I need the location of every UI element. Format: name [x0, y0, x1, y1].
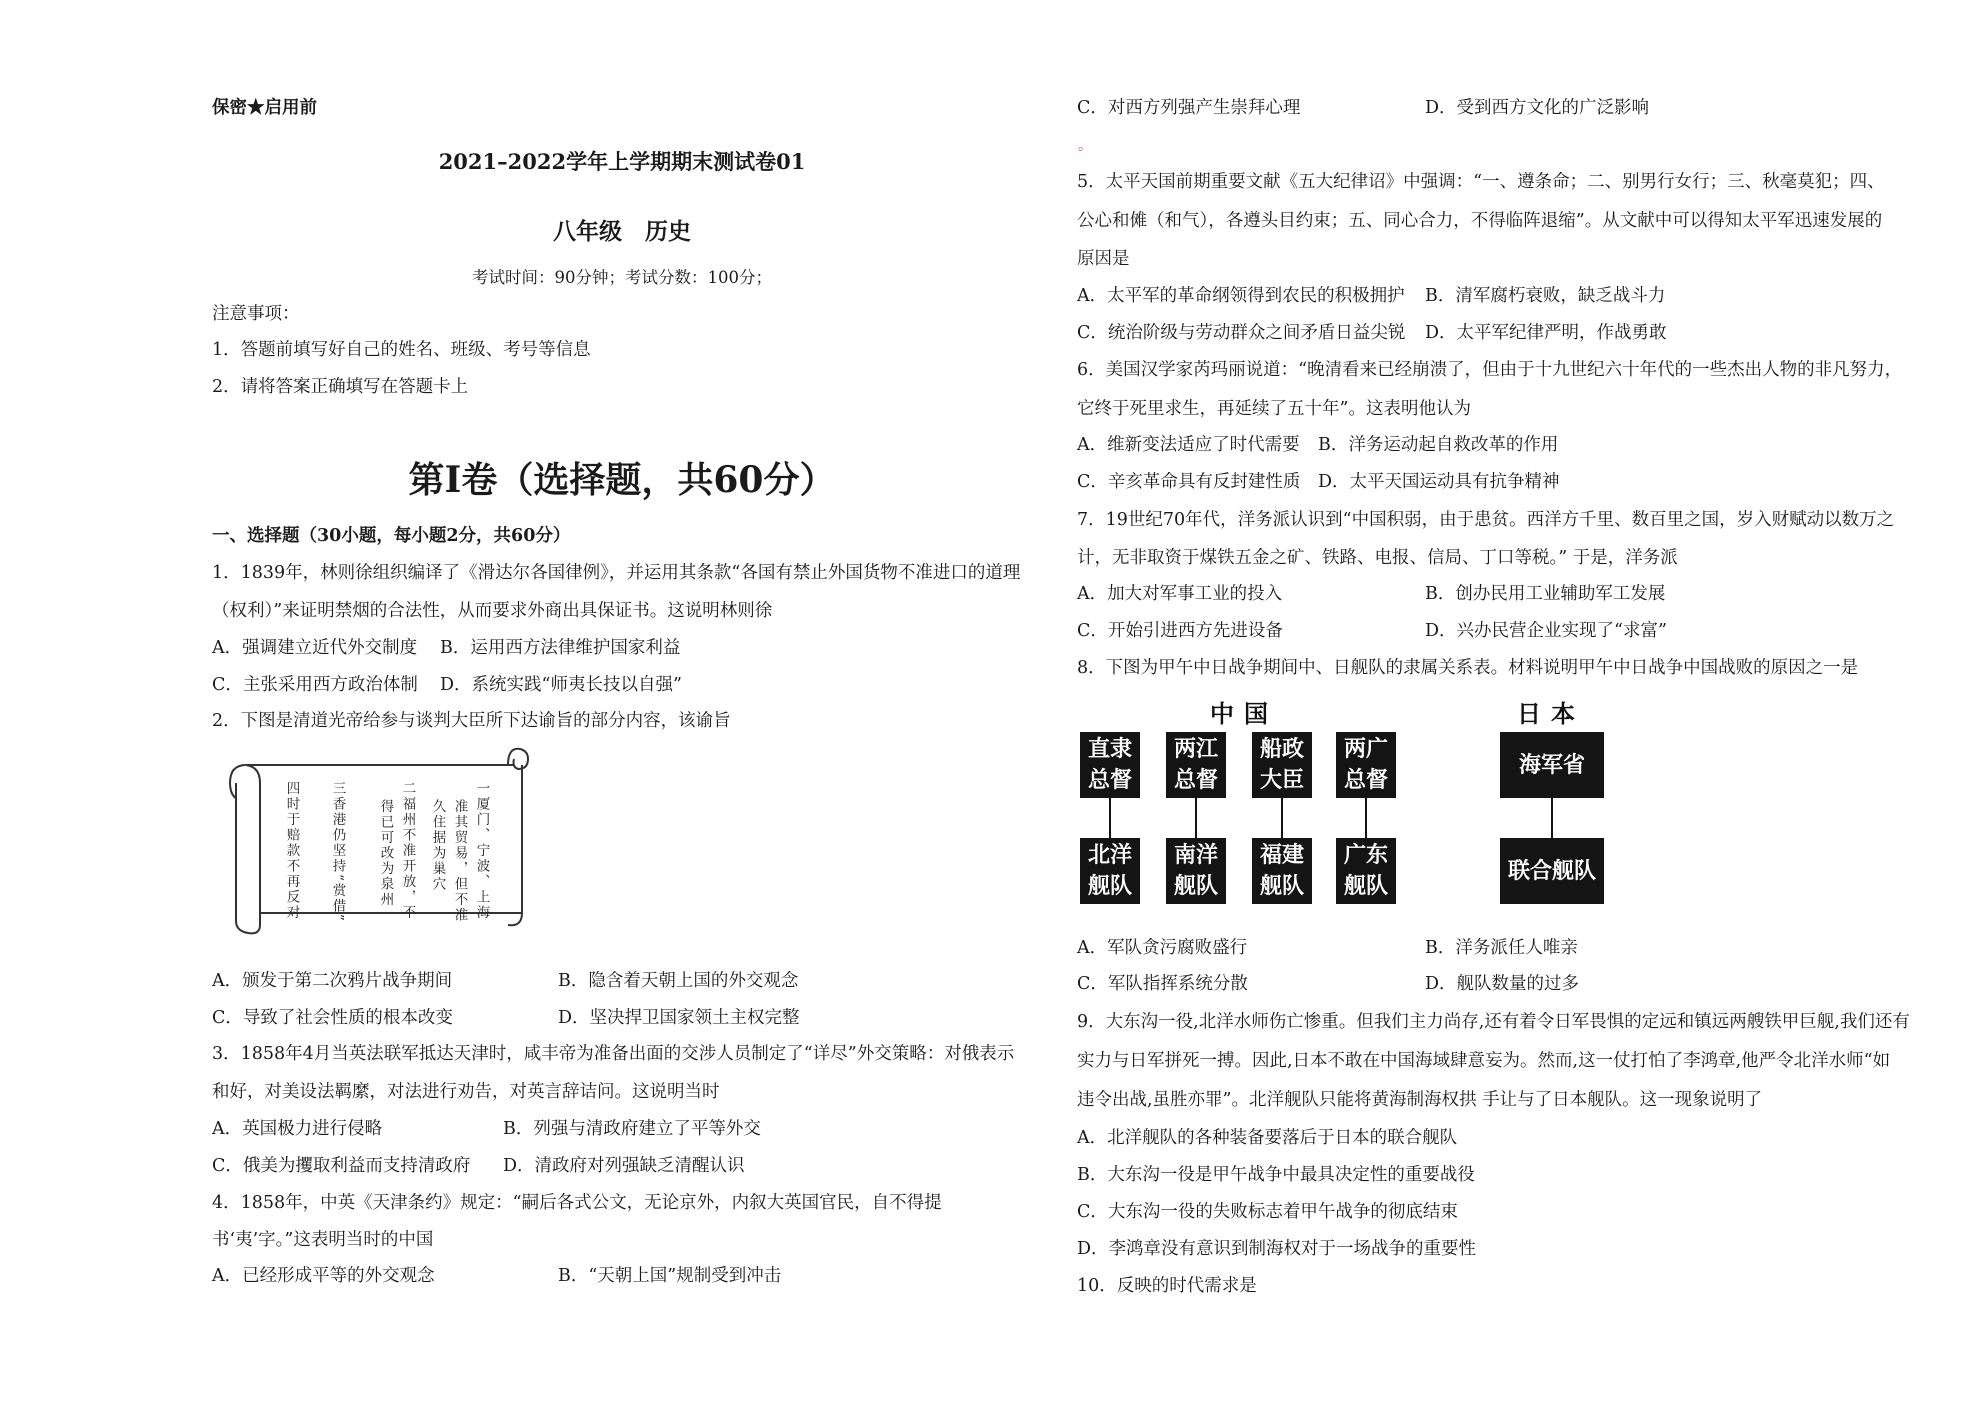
- q5-option-a: A．太平军的革命纲领得到农民的积极拥护: [1077, 286, 1405, 306]
- q8-option-a: A．军队贪污腐败盛行: [1077, 938, 1248, 958]
- navy-ministry-box: 海军省: [1500, 732, 1604, 798]
- scroll-col-1: 一厦门、宁波、上海: [473, 781, 490, 921]
- connector-line: [1195, 798, 1197, 838]
- q2-option-d: D．坚决捍卫国家领土主权完整: [558, 1008, 800, 1028]
- q1-option-a: A．强调建立近代外交制度: [212, 638, 418, 658]
- q4-option-c: C．对西方列强产生崇拜心理: [1077, 98, 1301, 118]
- edict-scroll-image: [222, 743, 529, 936]
- nanyang-fleet-box: 南洋 舰队: [1166, 838, 1226, 904]
- q7-stem-line2: 计，无非取资于煤铁五金之矿、铁路、电报、信局、丁口等税。” 于是，洋务派: [1077, 548, 1678, 568]
- q9-option-c: C．大东沟一役的失败标志着甲午战争的彻底结束: [1077, 1202, 1458, 1222]
- note-2: 2．请将答案正确填写在答题卡上: [212, 377, 469, 397]
- scroll-col-3: 久住据为巢穴: [429, 799, 446, 892]
- q6-option-d: D．太平天国运动具有抗争精神: [1318, 472, 1560, 492]
- q1-option-c: C．主张采用西方政治体制: [212, 675, 418, 695]
- q5-stem-line3: 原因是: [1077, 249, 1130, 269]
- guangdong-fleet-box: 广东 舰队: [1336, 838, 1396, 904]
- q9-option-b: B．大东沟一役是甲午战争中最具决定性的重要战役: [1077, 1165, 1475, 1185]
- q2-stem: 2．下图是清道光帝给参与谈判大臣所下达谕旨的部分内容，该谕旨: [212, 711, 731, 731]
- notes-heading: 注意事项：: [212, 304, 300, 324]
- scroll-col-2: 准其贸易，但不准: [451, 799, 468, 923]
- fujian-fleet-box: 福建 舰队: [1252, 838, 1312, 904]
- q2-option-b: B．隐含着天朝上国的外交观念: [558, 971, 799, 991]
- liangguang-governor-box: 两广 总督: [1336, 732, 1396, 798]
- q7-option-c: C．开始引进西方先进设备: [1077, 621, 1283, 641]
- connector-line: [1281, 798, 1283, 838]
- naval-affairs-minister-box: 船政 大臣: [1252, 732, 1312, 798]
- q8-option-d: D．舰队数量的过多: [1425, 974, 1580, 994]
- exam-title: 2021–2022学年上学期期末测试卷01: [438, 149, 806, 174]
- q10-stem: 10．反映的时代需求是: [1077, 1276, 1257, 1296]
- q9-stem-line3: 违令出战,虽胜亦罪”。北洋舰队只能将黄海制海权拱 手让与了日本舰队。这一现象说明了: [1077, 1090, 1763, 1110]
- q7-option-b: B．创办民用工业辅助军工发展: [1425, 584, 1666, 604]
- liangjiang-governor-box: 两江 总督: [1166, 732, 1226, 798]
- q3-option-a: A．英国极力进行侵略: [212, 1119, 383, 1139]
- q9-option-a: A．北洋舰队的各种装备要落后于日本的联合舰队: [1077, 1128, 1458, 1148]
- china-label: 中国: [1210, 700, 1278, 728]
- q7-stem-line1: 7．19世纪70年代，洋务派认识到“中国积弱，由于患贫。西洋方千里、数百里之国，岁入财赋动以数万之: [1077, 510, 1895, 530]
- combined-fleet-box: 联合舰队: [1500, 838, 1604, 904]
- q3-option-d: D．清政府对列强缺乏清醒认识: [503, 1156, 745, 1176]
- q1-option-d: D．系统实践“师夷长技以自强”: [440, 675, 682, 695]
- q4-option-b: B．“天朝上国”规制受到冲击: [558, 1266, 782, 1286]
- connector-line: [1109, 798, 1111, 838]
- q5-option-c: C．统治阶级与劳动群众之间矛盾日益尖锐: [1077, 323, 1406, 343]
- part-heading: 一、选择题（30小题，每小题2分，共60分）: [212, 526, 571, 546]
- q1-option-b: B．运用西方法律维护国家利益: [440, 638, 681, 658]
- scroll-col-7: 四时于赔款不再反对: [283, 781, 300, 921]
- q6-option-c: C．辛亥革命具有反封建性质: [1077, 472, 1301, 492]
- zhili-governor-box: 直隶 总督: [1080, 732, 1140, 798]
- q7-option-d: D．兴办民营企业实现了“求富”: [1425, 621, 1667, 641]
- confidential-mark: 保密★启用前: [212, 98, 317, 118]
- q1-stem-line2: （权利）”来证明禁烟的合法性，从而要求外商出具保证书。这说明林则徐: [212, 601, 773, 621]
- scroll-col-5: 得已可改为泉州: [377, 799, 394, 908]
- q4-option-a: A．已经形成平等的外交观念: [212, 1266, 435, 1286]
- connector-line: [1365, 798, 1367, 838]
- q9-option-d: D．李鸿章没有意识到制海权对于一场战争的重要性: [1077, 1239, 1477, 1259]
- q1-stem-line1: 1．1839年，林则徐组织编译了《滑达尔各国律例》，并运用其条款“各国有禁止外国货物不准进口的道理: [212, 563, 1021, 583]
- q2-option-c: C．导致了社会性质的根本改变: [212, 1008, 453, 1028]
- q6-stem-line1: 6．美国汉学家芮玛丽说道：“晚清看来已经崩溃了，但由于十九世纪六十年代的一些杰出人物的非凡努力，: [1077, 360, 1903, 380]
- q9-stem-line1: 9．大东沟一役,北洋水师伤亡惨重。但我们主力尚存,还有着令日军畏惧的定远和镇远两艘铁甲巨舰,我们还有: [1077, 1012, 1910, 1032]
- japan-label: 日本: [1517, 700, 1585, 728]
- scroll-col-4: 二福州不准开放，不: [399, 781, 416, 921]
- section-title: 第Ⅰ卷（选择题，共60分）: [408, 459, 836, 501]
- q2-option-a: A．颁发于第二次鸦片战争期间: [212, 971, 453, 991]
- fleet-hierarchy-diagram: [1080, 686, 1890, 911]
- q5-stem-line1: 5．太平天国前期重要文献《五大纪律诏》中强调：“一、遵条命；二、别男行女行；三、秋毫莫犯；四、: [1077, 172, 1885, 192]
- q4-option-d: D．受到西方文化的广泛影响: [1425, 98, 1650, 118]
- q3-stem-line1: 3．1858年4月当英法联军抵达天津时，咸丰帝为准备出面的交涉人员制定了“详尽”外交策略：对俄表示: [212, 1044, 1015, 1064]
- scroll-col-6: 三香港仍坚持“赏借”: [329, 781, 346, 923]
- q6-option-a: A．维新变法适应了时代需要: [1077, 435, 1300, 455]
- beiyang-fleet-box: 北洋 舰队: [1080, 838, 1140, 904]
- q6-option-b: B．洋务运动起自救改革的作用: [1318, 435, 1559, 455]
- q3-stem-line2: 和好，对美设法羁縻，对法进行劝告，对英言辞诘问。这说明当时: [212, 1082, 720, 1102]
- exam-info: 考试时间：90分钟；考试分数：100分；: [472, 268, 772, 287]
- note-1: 1．答题前填写好自己的姓名、班级、考号等信息: [212, 340, 591, 360]
- q5-option-b: B．清军腐朽衰败，缺乏战斗力: [1425, 286, 1666, 306]
- q8-option-b: B．洋务派任人唯亲: [1425, 938, 1578, 958]
- q4-stem-line2: 书‘夷’字。”这表明当时的中国: [212, 1230, 434, 1250]
- q3-option-b: B．列强与清政府建立了平等外交: [503, 1119, 761, 1139]
- q6-stem-line2: 它终于死里求生，再延续了五十年”。这表明他认为: [1077, 399, 1471, 419]
- q8-stem: 8．下图为甲午中日战争期间中、日舰队的隶属关系表。材料说明甲午中日战争中国战败的原因之一是: [1077, 658, 1859, 678]
- red-mark: 。: [1078, 138, 1092, 154]
- q7-option-a: A．加大对军事工业的投入: [1077, 584, 1283, 604]
- q9-stem-line2: 实力与日军拼死一搏。因此,日本不敢在中国海域肆意妄为。然而,这一仗打怕了李鸿章,他严令北洋水师“如: [1077, 1051, 1891, 1071]
- q5-option-d: D．太平军纪律严明，作战勇敢: [1425, 323, 1667, 343]
- exam-subtitle: 八年级 历史: [553, 218, 691, 245]
- q8-option-c: C．军队指挥系统分散: [1077, 974, 1248, 994]
- q5-stem-line2: 公心和傩（和气），各遵头目约束；五、同心合力，不得临阵退缩”。从文献中可以得知太平军迅速发展的: [1077, 211, 1883, 231]
- q4-stem-line1: 4．1858年，中英《天津条约》规定：“嗣后各式公文，无论京外，内叙大英国官民，自不得提: [212, 1193, 942, 1213]
- q3-option-c: C．俄美为攫取利益而支持清政府: [212, 1156, 471, 1176]
- connector-line: [1551, 798, 1553, 838]
